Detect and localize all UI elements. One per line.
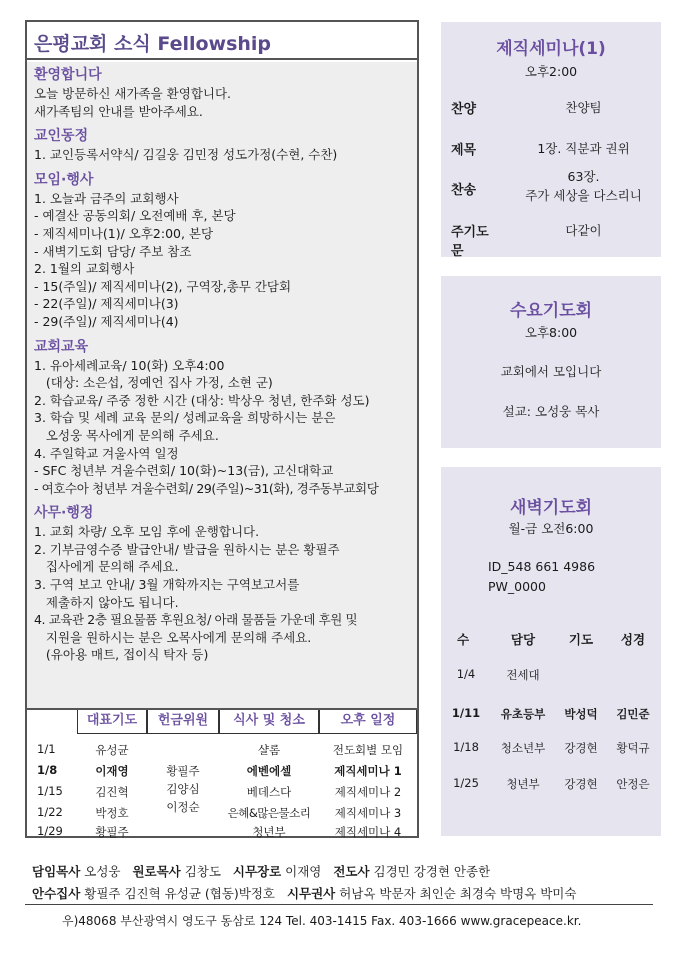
section-line: 4. 주일학교 겨울사역 일정 (34, 445, 179, 461)
dawn-zoom-pw: PW_0000 (488, 579, 546, 594)
dawn-zoom-id: ID_548 661 4986 (488, 559, 596, 574)
duty-afternoon: 제직세미나 3 (334, 806, 402, 820)
section-line: - 22(주일)/ 제직세미나(3) (34, 296, 179, 312)
seminar-value: 63장. (567, 169, 600, 184)
dawn-charge: 전세대 (506, 668, 540, 682)
section-education (34, 338, 410, 498)
duty-prayer: 황필주 (95, 825, 129, 839)
seminar-time: 오후2:00 (524, 64, 578, 79)
duty-meal: 베데스다 (246, 785, 292, 799)
wednesday-title: 수요기도회 (509, 301, 593, 321)
duty-offering: 김양심 (166, 782, 200, 796)
section-line: 새가족팀의 안내를 받아주세요. (34, 103, 203, 119)
seminar-value: 1장. 직분과 권위 (537, 141, 630, 156)
section-line: - 예결산 공동의회/ 오전예배 후, 본당 (34, 208, 236, 224)
dawn-prayer: 강경현 (564, 777, 598, 791)
dawn-title: 새벽기도회 (509, 498, 593, 518)
dawn-charge: 청소년부 (500, 741, 546, 755)
duty-date: 1/29 (37, 824, 63, 838)
header-meal: 식사 및 청소 (219, 710, 319, 734)
duty-meal: 청년부 (252, 825, 286, 839)
duty-meal: 샬롬 (257, 743, 281, 757)
staff-role: 시무장로 (232, 864, 282, 879)
dawn-date: 1/25 (453, 776, 479, 790)
section-line: 1. 유아세례교육/ 10(화) 오후4:00 (34, 357, 225, 373)
seminar-label: 주기도문 (451, 225, 489, 259)
duty-prayer: 김진혁 (95, 785, 129, 799)
section-heading: 환영합니다 (34, 67, 102, 83)
seminar-label: 찬송 (451, 183, 477, 198)
dawn-date: 1/18 (453, 740, 479, 754)
section-line: - SFC 청년부 겨울수련회/ 10(화)~13(금), 고신대학교 (34, 463, 334, 479)
staff-role: 시무권사 (286, 886, 336, 901)
staff-role: 전도사 (333, 864, 370, 879)
duty-offering: 이정순 (166, 800, 200, 814)
section-heading: 교회교육 (34, 338, 89, 355)
section-line: - 새벽기도회 담당/ 주보 참조 (34, 243, 192, 259)
wednesday-place: 교회에서 모입니다 (500, 364, 602, 379)
seminar-value: 주가 세상을 다스리니 (525, 188, 642, 203)
section-line: (대상: 소은섭, 정예언 집사 가정, 소현 군) (34, 375, 273, 391)
news-body (27, 62, 417, 708)
dawn-header: 성경 (620, 632, 646, 647)
duty-date: 1/8 (37, 763, 58, 777)
dawn-prayer: 강경현 (564, 741, 598, 755)
section-line: (유아용 매트, 접이식 탁자 등) (34, 647, 209, 663)
section-line: 3. 구역 보고 안내/ 3월 개학까지는 구역보고서를 (34, 577, 300, 593)
section-line: - 제직세미나(1)/ 오후2:00, 본당 (34, 225, 214, 241)
seminar-label: 찬양 (451, 102, 477, 117)
duty-meal: 에벤에셀 (246, 764, 292, 778)
dawn-date: 1/4 (456, 667, 476, 681)
wednesday-preacher: 설교: 오성웅 목사 (502, 404, 600, 419)
section-heading: 사무·행정 (34, 505, 94, 522)
dawn-header: 담당 (510, 632, 536, 647)
header-offering: 헌금위원 (147, 710, 219, 734)
staff-names: 김창도 (180, 864, 221, 879)
header-prayer: 대표기도 (77, 710, 147, 734)
section-line: 1. 교인등록서약식/ 김길웅 김민정 성도가정(수현, 수찬) (34, 147, 338, 163)
staff-role: 원로목사 (132, 864, 181, 879)
dawn-prayer: 박성덕 (564, 707, 598, 721)
church-address: 우)48068 부산광역시 영도구 동삼로 124 Tel. 403-1415 Fax. 403-1666 www.gracepeace.kr. (62, 914, 582, 928)
section-line: - 29(주일)/ 제직세미나(4) (34, 313, 179, 329)
dawn-date: 1/11 (451, 706, 481, 720)
section-line: 4. 교육관 2층 필요물품 후원요청/ 아래 물품들 가운데 후원 및 (34, 612, 358, 628)
seminar-title: 제직세미나(1) (496, 39, 606, 59)
staff-names: 김경민 강경현 안종한 (369, 864, 491, 879)
duty-date: 1/15 (37, 784, 63, 798)
dawn-bible: 안정은 (616, 777, 650, 791)
duty-prayer: 이재영 (95, 764, 129, 778)
footer-divider (25, 904, 653, 905)
duty-offering: 황필주 (166, 764, 200, 778)
dawn-charge: 유초등부 (500, 707, 546, 721)
section-heading: 모임·행사 (34, 171, 94, 188)
section-line: 2. 기부금영수증 발급안내/ 발급을 원하시는 분은 황필주 (34, 541, 340, 557)
seminar-label: 제목 (451, 143, 477, 158)
staff-names: 이재영 (281, 864, 322, 879)
dawn-bible: 김민준 (616, 707, 650, 721)
wednesday-panel (441, 276, 661, 448)
staff-line-1 (32, 862, 490, 880)
section-line: 1. 교회 차량/ 오후 모임 후에 운행합니다. (34, 524, 260, 540)
duty-table-header (27, 710, 417, 734)
section-line: 오늘 방문하신 새가족을 환영합니다. (34, 86, 232, 101)
staff-names: 허남옥 박문자 최인순 최경숙 박명옥 박미숙 (335, 886, 577, 901)
dawn-charge: 청년부 (506, 777, 540, 791)
dawn-header: 수 (456, 632, 470, 647)
section-line: 오성웅 목사에게 문의해 주세요. (34, 427, 219, 443)
staff-names: 황필주 김진혁 유성균 (협동)박정호 (80, 886, 276, 901)
section-line: 1. 오늘과 금주의 교회행사 (34, 190, 179, 206)
duty-afternoon: 제직세미나 1 (334, 764, 402, 778)
dawn-header: 기도 (568, 632, 594, 647)
duty-afternoon: 제직세미나 4 (334, 825, 402, 839)
section-line: 2. 학습교육/ 주중 정한 시간 (대상: 박상우 청년, 한주화 성도) (34, 392, 370, 408)
news-box (25, 20, 419, 838)
seminar-value: 찬양팀 (565, 100, 602, 115)
duty-table (27, 708, 417, 839)
section-members (34, 127, 410, 164)
seminar-value: 다같이 (565, 223, 602, 238)
staff-names: 오성웅 (80, 864, 121, 879)
duty-afternoon: 전도회별 모임 (332, 743, 404, 757)
duty-prayer: 유성균 (95, 743, 129, 757)
news-title: 은평교회 소식 Fellowship (27, 22, 417, 60)
section-line: 제출하지 않아도 됩니다. (34, 594, 179, 610)
section-line: - 여호수아 청년부 겨울수련회/ 29(주일)~31(화), 경주동부교회당 (34, 480, 379, 496)
section-admin (34, 504, 410, 664)
section-welcome (34, 66, 410, 120)
section-line: - 15(주일)/ 제직세미나(2), 구역장,총무 간담회 (34, 278, 292, 294)
section-line: 지원을 원하시는 분은 오목사에게 문의해 주세요. (34, 629, 312, 645)
duty-meal: 은혜&많은물소리 (227, 806, 311, 820)
dawn-panel (441, 467, 661, 836)
duty-date: 1/1 (37, 742, 56, 756)
staff-role: 안수집사 (32, 886, 81, 901)
wednesday-time: 오후8:00 (524, 325, 578, 340)
header-afternoon: 오후 일정 (319, 710, 417, 734)
duty-afternoon: 제직세미나 2 (334, 785, 402, 799)
staff-line-2 (32, 884, 576, 902)
dawn-bible: 황덕규 (616, 741, 650, 755)
section-line: 집사에게 문의해 주세요. (34, 559, 179, 575)
staff-role: 담임목사 (32, 864, 81, 879)
duty-prayer: 박정호 (95, 806, 129, 820)
section-line: 2. 1월의 교회행사 (34, 261, 135, 277)
duty-date: 1/22 (37, 805, 63, 819)
dawn-time: 월-금 오전6:00 (508, 521, 594, 536)
seminar-panel (441, 22, 661, 257)
section-events (34, 171, 410, 331)
section-line: 3. 학습 및 세례 교육 문의/ 성례교육을 희망하시는 분은 (34, 410, 336, 426)
section-heading: 교인동정 (34, 128, 89, 145)
